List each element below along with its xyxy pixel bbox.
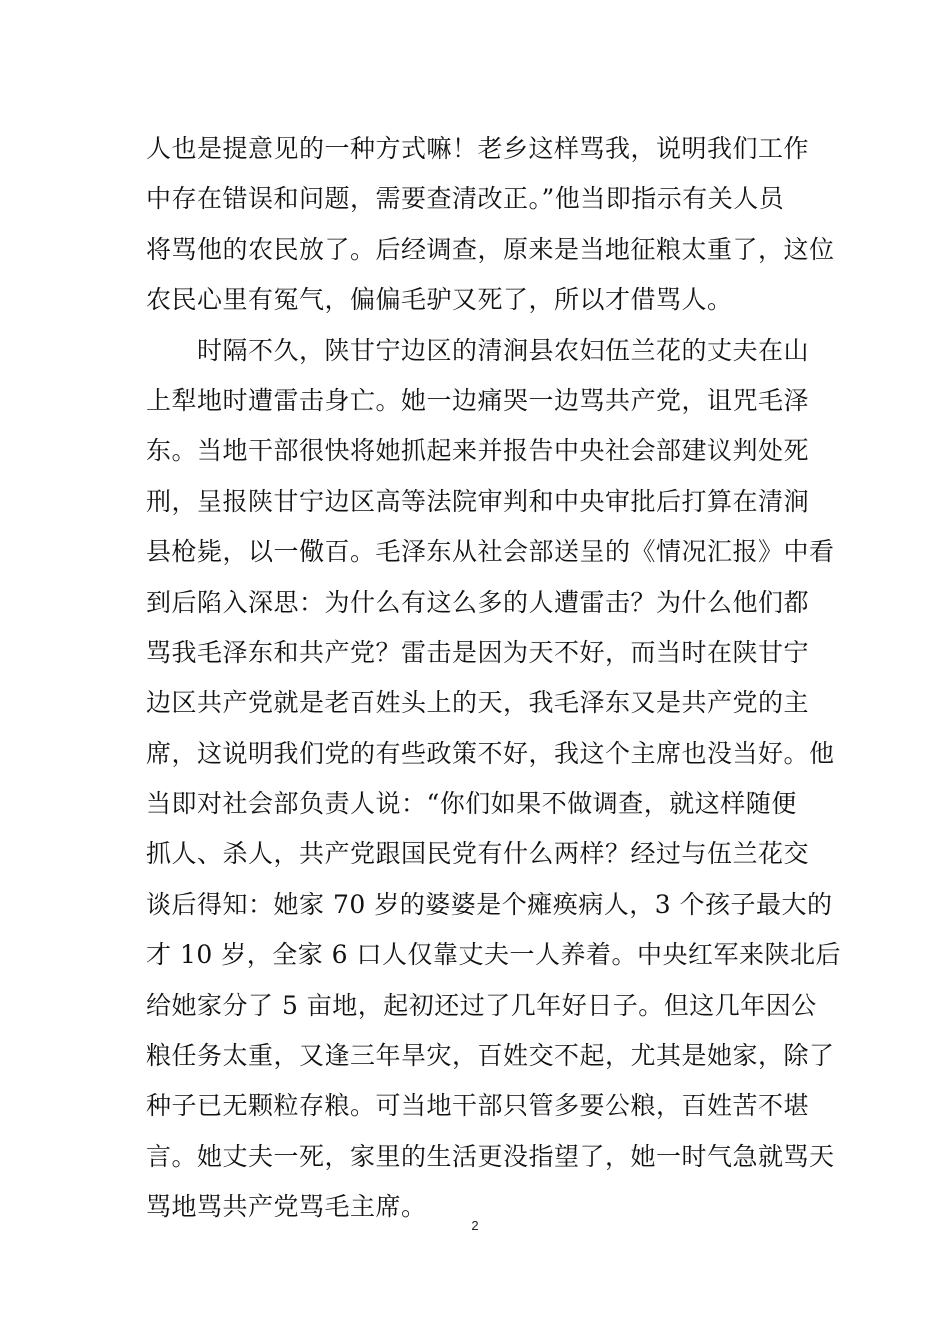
text-line: 农民心里有冤气，偏偏毛驴又死了，所以才借骂人。 [146,285,733,315]
text-line: 抓人、杀人，共产党跟国民党有什么两样？经过与伍兰花交 [146,839,810,869]
text-line: 时隔不久，陕甘宁边区的清涧县农妇伍兰花的丈夫在山 [146,335,810,365]
text-line: 到后陷入深思：为什么有这么多的人遭雷击？为什么他们都 [146,587,810,617]
body-text [146,124,842,1233]
text-line: 才 10 岁，全家 6 口人仅靠丈夫一人养着。中央红军来陕北后 [146,940,842,970]
text-line: 县枪毙，以一儆百。毛泽东从社会部送呈的《情况汇报》中看 [146,537,835,567]
text-line: 粮任务太重，又逢三年旱灾，百姓交不起，尤其是她家，除了 [146,1041,835,1071]
text-line: 刑，呈报陕甘宁边区高等法院审判和中央审批后打算在清涧 [146,486,810,516]
text-line: 东。当地干部很快将她抓起来并报告中央社会部建议判处死 [146,436,810,466]
text-line: 边区共产党就是老百姓头上的天，我毛泽东又是共产党的主 [146,688,810,718]
text-line: 给她家分了 5 亩地，起初还过了几年好日子。但这几年因公 [146,990,817,1020]
text-line: 将骂他的农民放了。后经调查，原来是当地征粮太重了，这位 [146,234,835,264]
text-line: 言。她丈夫一死，家里的生活更没指望了，她一时气急就骂天 [146,1141,835,1171]
text-line: 人也是提意见的一种方式嘛！老乡这样骂我，说明我们工作 [146,134,810,163]
text-line: 骂地骂共产党骂毛主席。 [146,1192,427,1222]
text-line: 中存在错误和问题，需要查清改正。”他当即指示有关人员 [146,184,785,214]
text-line: 骂我毛泽东和共产党？雷击是因为天不好，而当时在陕甘宁 [146,637,810,667]
text-line: 席，这说明我们党的有些政策不好，我这个主席也没当好。他 [146,738,835,768]
text-line: 种子已无颗粒存粮。可当地干部只管多要公粮，百姓苦不堪 [146,1091,810,1121]
text-line: 当即对社会部负责人说：“你们如果不做调查，就这样随便 [146,789,797,819]
text-line: 上犁地时遭雷击身亡。她一边痛哭一边骂共产党，诅咒毛泽 [146,385,810,415]
page-number: 2 [471,1218,479,1233]
text-line: 谈后得知：她家 70 岁的婆婆是个瘫痪病人，3 个孩子最大的 [146,889,833,919]
